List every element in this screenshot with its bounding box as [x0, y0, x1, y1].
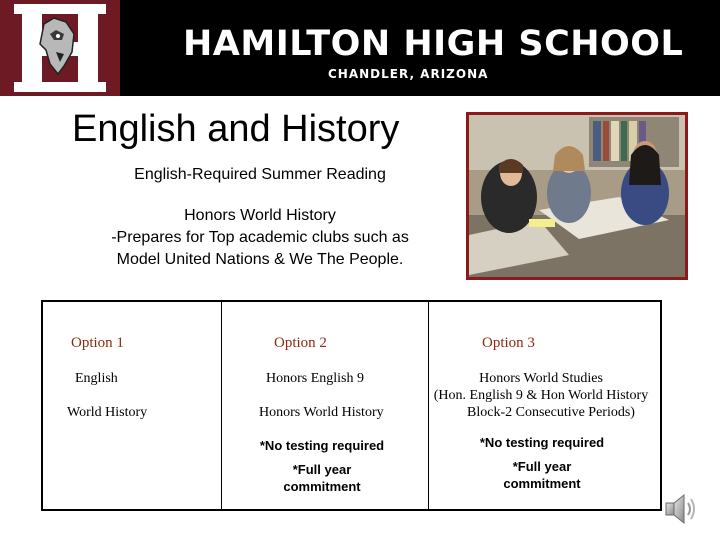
option-2-item: Honors English 9: [266, 371, 364, 386]
classroom-photo-image: [469, 115, 685, 277]
school-logo: [0, 0, 120, 96]
option-3-commitment-note: *Full year: [512, 459, 572, 474]
option-1-heading: Option 1: [71, 335, 124, 351]
honors-line: Model United Nations & We The People.: [116, 251, 404, 268]
option-3-testing-note: *No testing required: [479, 435, 605, 450]
option-3-commitment-note: commitment: [503, 476, 581, 491]
column-divider: [221, 302, 222, 509]
option-3-item: (Hon. English 9 & Hon World History: [433, 388, 649, 403]
speaker-icon[interactable]: [662, 492, 698, 526]
column-divider: [428, 302, 429, 509]
option-1-item: English: [75, 371, 118, 386]
option-3-heading: Option 3: [482, 335, 535, 351]
slide-title: English and History: [72, 108, 400, 150]
school-header: [0, 0, 720, 96]
option-2-commitment-note: commitment: [283, 479, 361, 494]
option-2-commitment-note: *Full year: [292, 462, 352, 477]
school-name: HAMILTON HIGH SCHOOL: [183, 24, 684, 64]
school-location: CHANDLER, ARIZONA: [328, 67, 489, 81]
option-2-heading: Option 2: [274, 335, 327, 351]
classroom-photo: [466, 112, 688, 280]
option-2-testing-note: *No testing required: [259, 438, 385, 453]
honors-line: -Prepares for Top academic clubs such as: [111, 229, 409, 246]
option-1-item: World History: [67, 405, 148, 420]
honors-line: Honors World History: [184, 207, 336, 224]
school-logo-letter: [14, 4, 106, 92]
option-3-item: Honors World Studies: [479, 371, 603, 386]
course-options-table: [41, 300, 662, 511]
option-3-item: Block-2 Consecutive Periods): [467, 405, 635, 420]
summer-reading-note: English-Required Summer Reading: [134, 166, 386, 183]
honors-description: [60, 205, 460, 271]
option-2-item: Honors World History: [259, 405, 384, 420]
